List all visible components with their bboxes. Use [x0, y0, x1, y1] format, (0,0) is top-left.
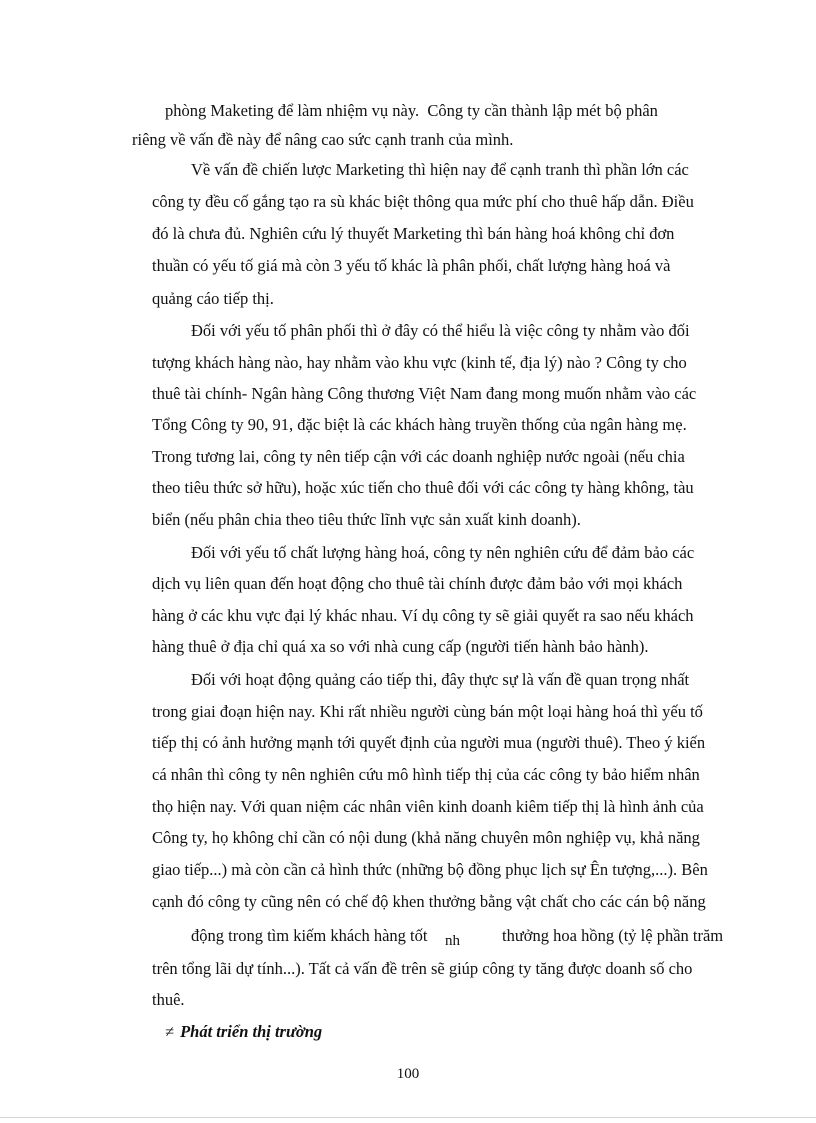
text-line: riêng về vấn đề này để nâng cao sức cạnh tranh của mình. — [132, 130, 514, 149]
section-heading — [165, 1022, 322, 1042]
text-line: cạnh đó công ty cũng nên có chế độ khen thưởng bằng vật chất cho các cán bộ năng — [152, 892, 706, 911]
text-line: Đối với yếu tố chất lượng hàng hoá, công ty nên nghiên cứu để đảm bảo các — [191, 543, 695, 562]
text-line: Trong tương lai, công ty nên tiếp cận với các doanh nghiệp nước ngoài (nếu chia — [152, 447, 685, 466]
text-line: Công ty, họ không chỉ cần có nội dung (khả năng chuyên môn nghiệp vụ, khả năng — [152, 828, 700, 847]
text-line: Tổng Công ty 90, 91, đặc biệt là các khách hàng truyền thống của ngân hàng mẹ. — [152, 415, 687, 434]
text-line: cá nhân thì công ty nên nghiên cứu mô hình tiếp thị của các công ty bảo hiểm nhân — [152, 765, 700, 784]
text-line: thuê tài chính- Ngân hàng Công thương Việt Nam đang mong muốn nhằm vào các — [152, 384, 697, 403]
text-line: thọ hiện nay. Với quan niệm các nhân viên kinh doanh kiêm tiếp thị là hình ảnh của — [152, 797, 704, 816]
text-line: động trong tìm kiếm khách hàng tốt — [191, 926, 428, 945]
text-line: giao tiếp...) mà còn cần cả hình thức (những bộ đồng phục lịch sự Ên tượng,...). Bên — [152, 860, 708, 879]
text-fragment: nh — [445, 933, 460, 949]
text-line: hàng thuê ở địa chỉ quá xa so với nhà cung cấp (người tiến hành bảo hành). — [152, 637, 649, 656]
text-line: thuê. — [152, 990, 185, 1009]
page-number: 100 — [396, 1066, 420, 1082]
text-line: theo tiêu thức sở hữu), hoặc xúc tiến cho thuê đối với các công ty hàng không, tàu — [152, 478, 694, 497]
not-equal-symbol: ≠ — [165, 1022, 175, 1041]
section-heading-text: Phát triển thị trường — [180, 1022, 323, 1041]
text-line: biển (nếu phân chia theo tiêu thức lĩnh vực sản xuất kinh doanh). — [152, 510, 581, 529]
text-line: trên tổng lãi dự tính...). Tất cả vấn đề trên sẽ giúp công ty tăng được doanh số cho — [152, 959, 693, 978]
text-line: phòng Maketing để làm nhiệm vụ này. Công ty cần thành lập mét bộ phân — [165, 101, 658, 120]
text-line: quảng cáo tiếp thị. — [152, 289, 274, 308]
text-line: tượng khách hàng nào, hay nhằm vào khu vực (kinh tế, địa lý) nào ? Công ty cho — [152, 353, 687, 372]
text-line: trong giai đoạn hiện nay. Khi rất nhiều người cùng bán một loại hàng hoá thì yếu tố — [152, 702, 703, 721]
text-line: Về vấn đề chiến lược Marketing thì hiện nay để cạnh tranh thì phần lớn các — [191, 160, 689, 179]
text-line: dịch vụ liên quan đến hoạt động cho thuê tài chính được đảm bảo với mọi khách — [152, 574, 683, 593]
text-line: Đối với yếu tố phân phối thì ở đây có thể hiểu là việc công ty nhằm vào đối — [191, 321, 690, 340]
text-line: công ty đều cố gắng tạo ra sù khác biệt thông qua mức phí cho thuê hấp dẫn. Điều — [152, 192, 694, 211]
text-line: tiếp thị có ảnh hưởng mạnh tới quyết định của người mua (người thuê). Theo ý kiến — [152, 733, 706, 752]
text-line: đó là chưa đủ. Nghiên cứu lý thuyết Marketing thì bán hàng hoá không chỉ đơn — [152, 224, 675, 243]
text-line: thưởng hoa hồng (tỷ lệ phần trăm — [502, 926, 724, 945]
text-line: Đối với hoạt động quảng cáo tiếp thi, đây thực sự là vấn đề quan trọng nhất — [191, 670, 690, 689]
text-line: hàng ở các khu vực đại lý khác nhau. Ví dụ công ty sẽ giải quyết ra sao nếu khách — [152, 606, 694, 625]
text-line: thuần có yếu tố giá mà còn 3 yếu tố khác là phân phối, chất lượng hàng hoá và — [152, 256, 671, 275]
page-edge-line — [0, 1117, 816, 1118]
